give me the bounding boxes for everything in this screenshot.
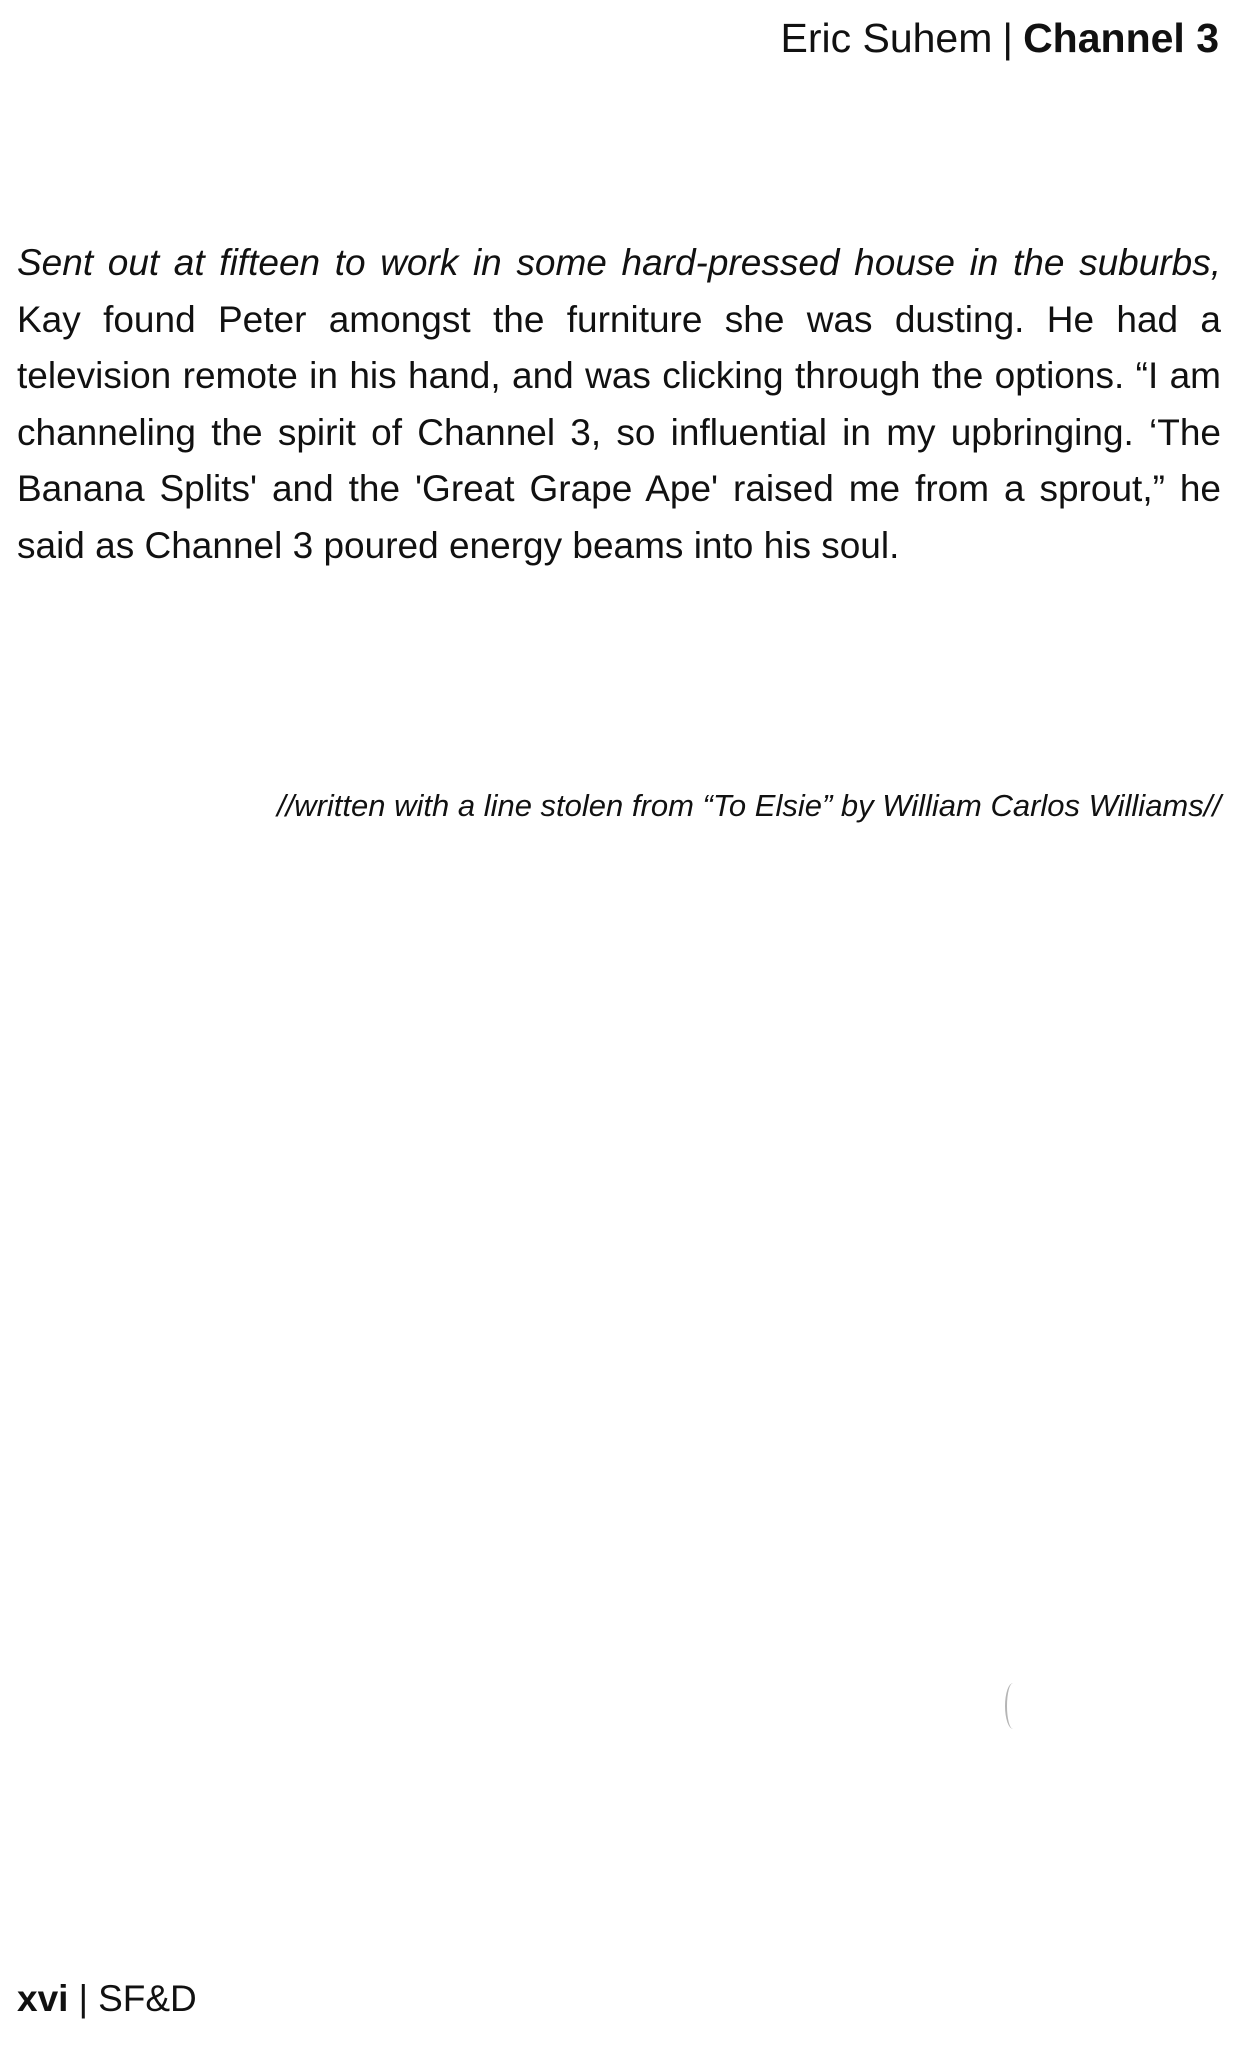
publication-name: SF&D bbox=[98, 1978, 197, 2019]
attribution-note: //written with a line stolen from “To Elsie” by William Carlos Williams// bbox=[276, 788, 1221, 823]
scan-artifact bbox=[1005, 1683, 1021, 1729]
footer-separator: | bbox=[78, 1978, 89, 2019]
running-header bbox=[780, 14, 1219, 62]
story-italic-lead: Sent out at fifteen to work in some hard-pressed house in the suburbs, bbox=[17, 242, 1221, 283]
header-title: Channel 3 bbox=[1023, 15, 1219, 61]
running-footer bbox=[17, 1976, 197, 2022]
header-separator: | bbox=[1002, 15, 1014, 61]
story-paragraph bbox=[17, 235, 1221, 574]
page-number: xvi bbox=[17, 1978, 69, 2019]
header-author: Eric Suhem bbox=[780, 15, 993, 61]
story-text: Kay found Peter amongst the furniture she was dusting. He had a television remote in his hand, and was clicking through the options. “I am channeling the spirit of Channel 3, so influential in my upbringing. ‘The Banana Splits' and the 'Great Grape Ape' raised me from a sprout,” he said as Channel 3 poured energy beams into his soul. bbox=[17, 298, 1221, 566]
